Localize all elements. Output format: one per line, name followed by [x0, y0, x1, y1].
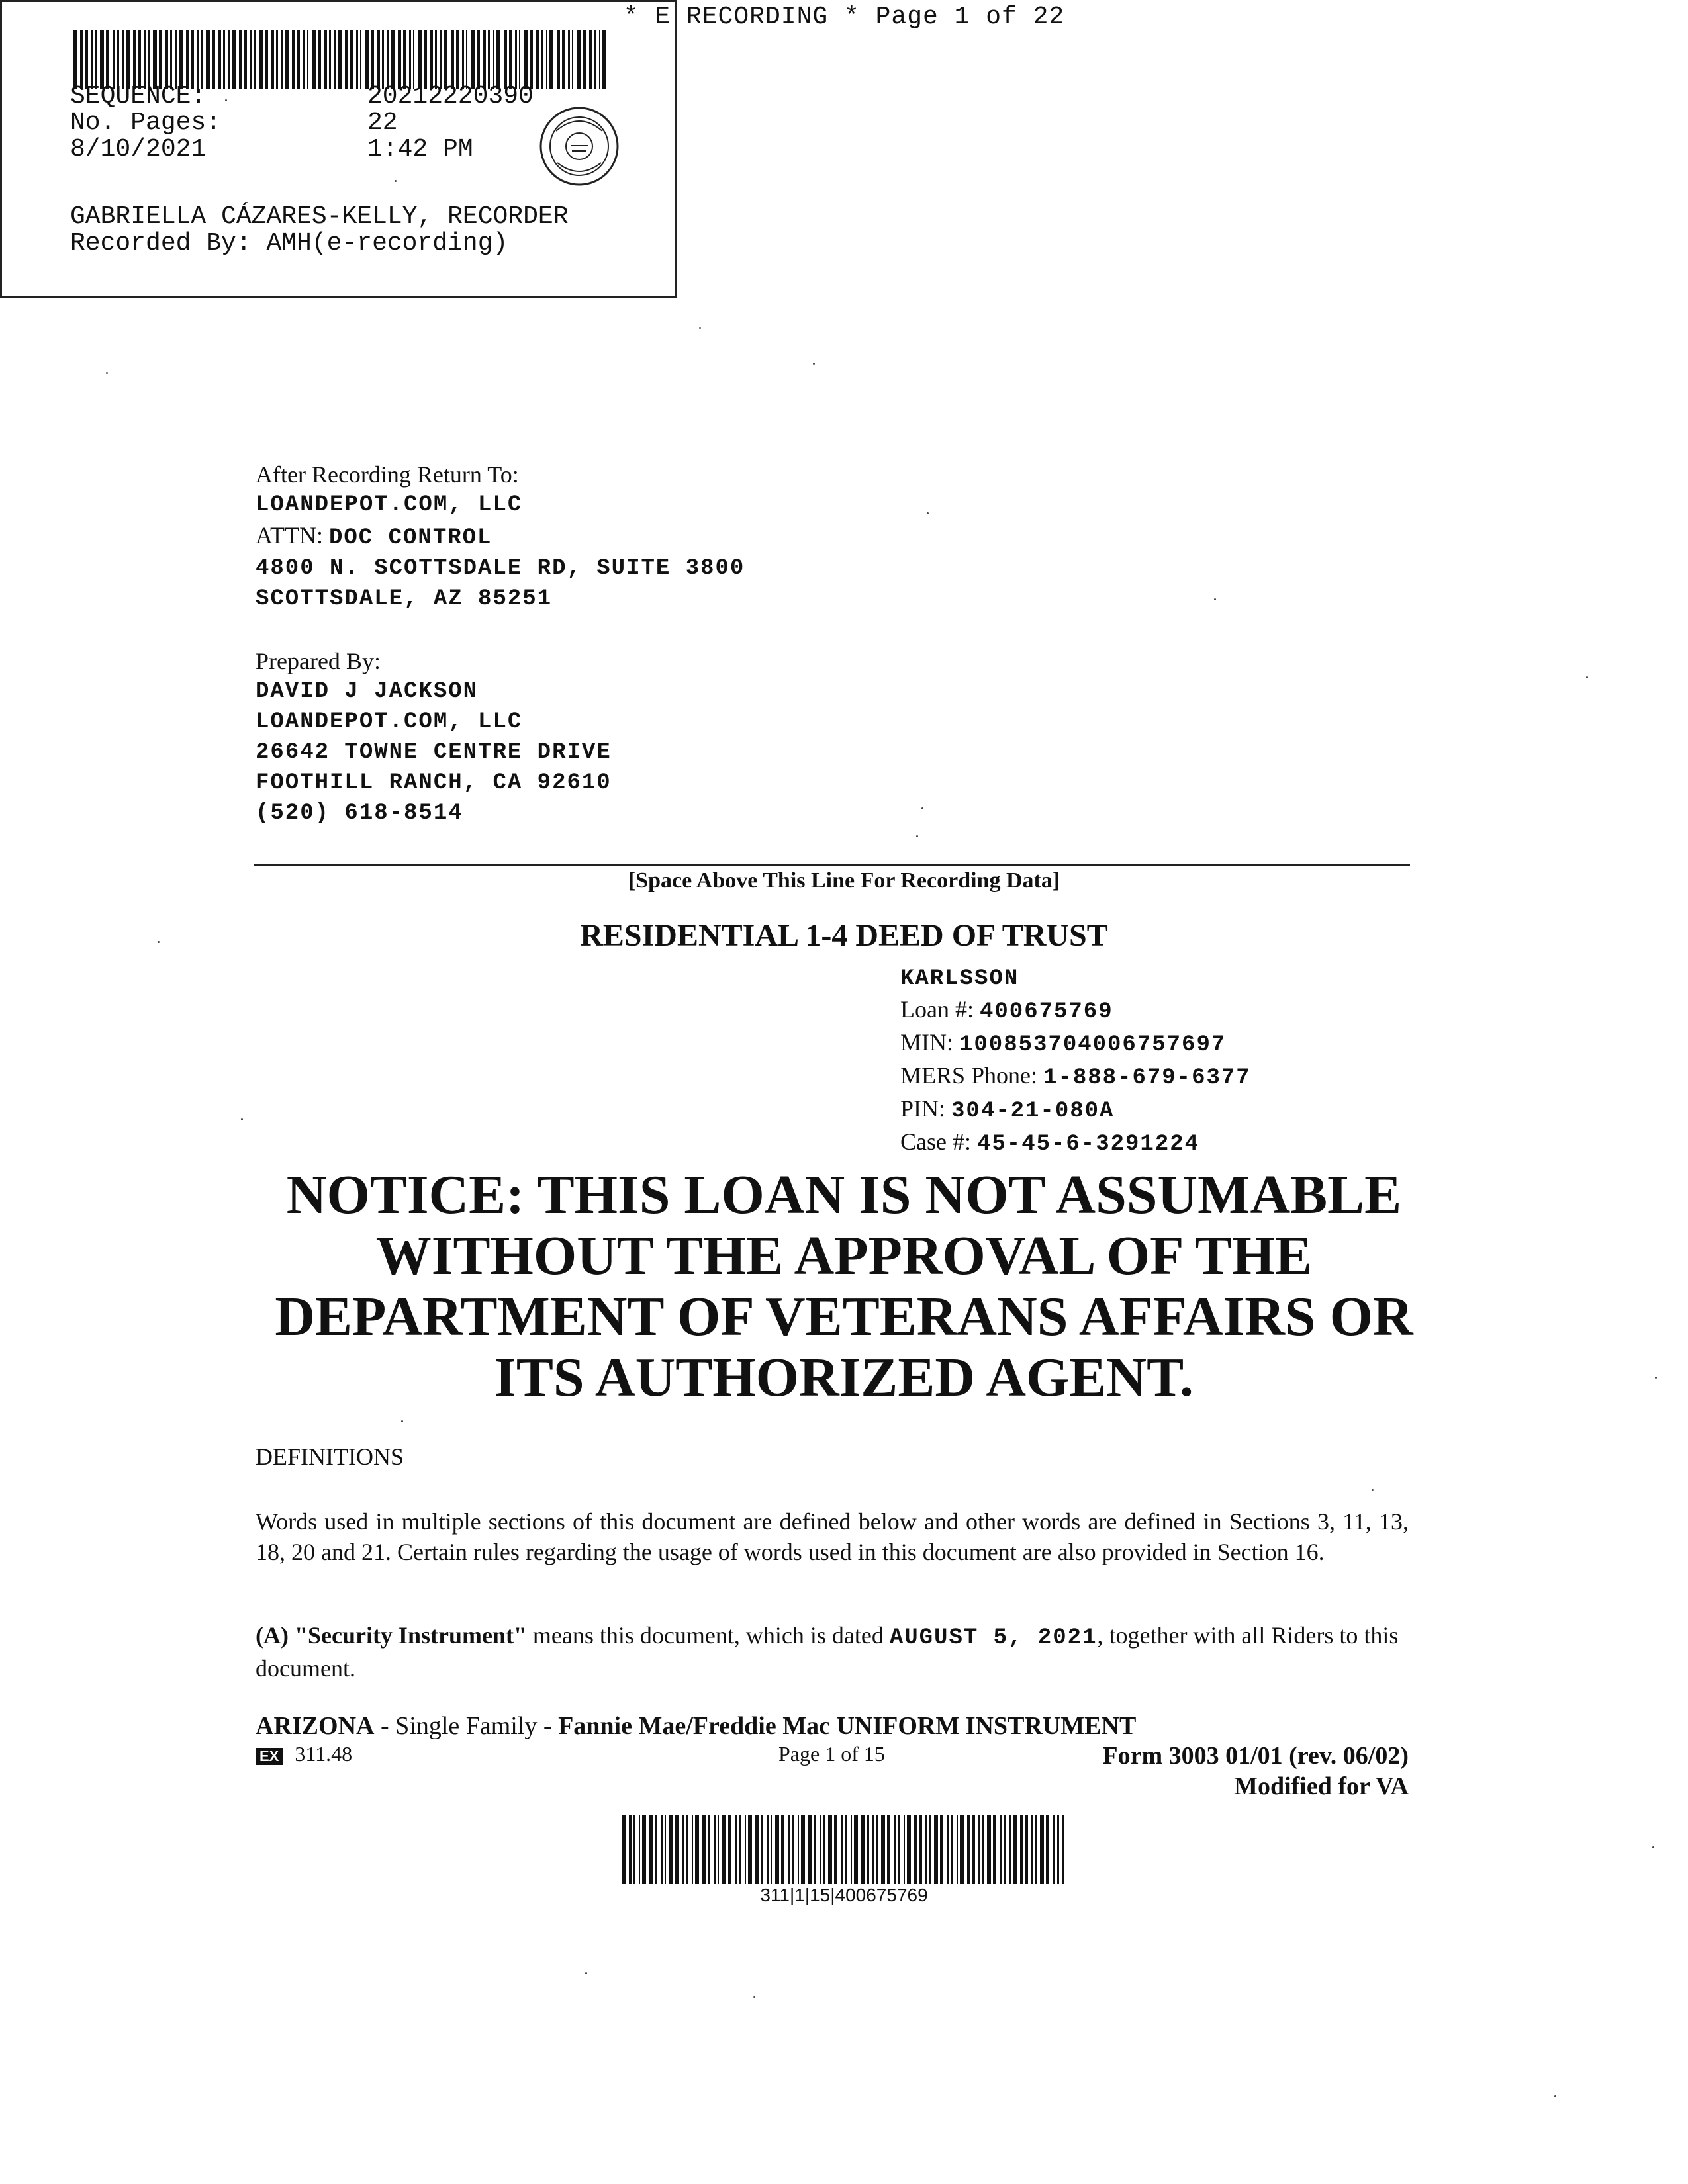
barcode-bar: [334, 30, 336, 89]
mers-phone-label: MERS Phone:: [900, 1062, 1038, 1089]
barcode-bar: [978, 1815, 980, 1884]
barcode-bar: [360, 30, 361, 89]
scan-speck: [225, 99, 227, 101]
barcode-bar: [1035, 1815, 1037, 1884]
barcode-bar: [599, 30, 600, 89]
barcode-bar: [329, 30, 331, 89]
barcode-bar: [271, 30, 274, 89]
barcode-bar: [692, 1815, 693, 1884]
barcode-bar: [493, 30, 494, 89]
barcode-bar: [792, 1815, 794, 1884]
prepared-by-line: DAVID J JACKSON: [256, 679, 479, 704]
barcode-bar: [365, 30, 369, 89]
case-number-value: 45-45-6-3291224: [976, 1132, 1200, 1157]
scan-speck: [1372, 1489, 1374, 1491]
barcode-bar: [430, 30, 433, 89]
barcode-bar: [382, 30, 384, 89]
barcode-bar: [403, 30, 406, 89]
barcode-bar: [250, 30, 252, 89]
barcode-bar: [281, 30, 283, 89]
barcode-bar: [144, 30, 146, 89]
barcode-bar: [907, 1815, 911, 1884]
barcode-bar: [914, 1815, 917, 1884]
barcode-bar: [1053, 1815, 1055, 1884]
min-value: 100853704006757697: [959, 1032, 1227, 1058]
barcode-bar: [126, 30, 130, 89]
borrower-name: KARLSSON: [900, 966, 1019, 991]
barcode-bar: [292, 30, 295, 89]
barcode-bar: [761, 1815, 763, 1884]
recorded-by: Recorded By: AMH(e-recording): [70, 229, 508, 257]
scan-speck: [1655, 1377, 1657, 1379]
barcode-bar: [297, 30, 300, 89]
barcode-bar: [318, 30, 321, 89]
barcode-bar: [456, 30, 459, 89]
barcode-bar: [887, 1815, 890, 1884]
return-to-line: [256, 520, 745, 553]
barcode-bar: [312, 30, 316, 89]
barcode-bar: [265, 30, 268, 89]
barcode-bar: [894, 1815, 896, 1884]
scan-speck: [158, 941, 160, 943]
barcode-bar: [398, 30, 401, 89]
pages-value: 22: [367, 109, 398, 137]
mers-phone-row: [900, 1060, 1251, 1093]
space-above-note: [Space Above This Line For Recording Data]: [628, 868, 1060, 893]
loan-number-row: [900, 994, 1251, 1027]
barcode-bar: [80, 30, 83, 89]
barcode-bar: [148, 30, 150, 89]
barcode-bar: [987, 1815, 991, 1884]
barcode-bar: [814, 1815, 816, 1884]
barcode-bar: [633, 1815, 635, 1884]
barcode-bar: [515, 30, 517, 89]
notice-line: ITS AUTHORIZED AGENT.: [494, 1347, 1194, 1408]
form-modified-line: Modified for VA: [1234, 1772, 1409, 1800]
barcode-bar: [303, 30, 305, 89]
barcode-bar: [307, 30, 308, 89]
case-number-row: [900, 1126, 1251, 1160]
barcode-bar: [191, 30, 194, 89]
barcode-bar: [519, 30, 520, 89]
return-to-line: LOANDEPOT.COM, LLC: [256, 492, 523, 518]
barcode-bar: [828, 1815, 832, 1884]
barcode-bar: [418, 30, 422, 89]
barcode-bar: [391, 30, 395, 89]
barcode-bar: [851, 1815, 852, 1884]
barcode-bar: [285, 30, 289, 89]
footer-form-type: - Single Family -: [374, 1712, 559, 1740]
barcode-bar: [801, 1815, 805, 1884]
barcode-bar: [259, 30, 263, 89]
barcode-bar: [175, 30, 177, 89]
ex-logo-icon: EX: [256, 1748, 283, 1765]
barcode-bar: [562, 30, 565, 89]
barcode-bar: [957, 1815, 958, 1884]
barcode-bar: [496, 30, 500, 89]
barcode-bar: [745, 1815, 746, 1884]
recording-stamp: [0, 0, 1065, 298]
barcode-bar: [424, 30, 427, 89]
pin-value: 304-21-080A: [951, 1099, 1115, 1124]
barcode-bar: [1009, 1815, 1011, 1884]
barcode-bar: [549, 30, 553, 89]
min-label: MIN:: [900, 1029, 953, 1056]
barcode-bar: [509, 30, 512, 89]
barcode-bar: [854, 1815, 858, 1884]
barcode-bar: [536, 30, 539, 89]
barcode-bar: [904, 1815, 905, 1884]
barcode-bar: [669, 1815, 673, 1884]
barcode-bar: [106, 30, 109, 89]
county-recorder-seal-icon: [538, 105, 621, 188]
scan-speck: [699, 327, 701, 329]
barcode-bar: [444, 30, 447, 89]
form-code-value: 311.48: [295, 1742, 353, 1766]
barcode-bar: [594, 30, 596, 89]
barcode-bar: [153, 30, 157, 89]
barcode-bar: [972, 1815, 975, 1884]
barcode-bar: [788, 1815, 790, 1884]
barcode-bar: [85, 30, 88, 89]
barcode-bar: [546, 30, 547, 89]
notice-line: NOTICE: THIS LOAN IS NOT ASSUMABLE: [286, 1164, 1402, 1226]
pin-label: PIN:: [900, 1095, 946, 1122]
recording-header: * E RECORDING * Page 1 of 22: [623, 3, 1065, 31]
barcode-bar: [113, 30, 115, 89]
barcode-bar: [377, 30, 380, 89]
barcode-bar: [929, 1815, 931, 1884]
barcode-bar: [718, 1815, 719, 1884]
barcode-bar: [993, 1815, 996, 1884]
barcode-bar: [1057, 1815, 1059, 1884]
barcode-bar: [435, 30, 437, 89]
recording-data-divider: [254, 864, 1410, 866]
barcode-bar: [524, 30, 528, 89]
prepared-by-line: 26642 TOWNE CENTRE DRIVE: [256, 740, 612, 765]
return-to-line: 4800 N. SCOTTSDALE RD, SUITE 3800: [256, 556, 745, 581]
barcode-bar: [808, 1815, 812, 1884]
definition-a-text-end: , together with all Riders to this document.: [256, 1622, 1399, 1682]
scan-speck: [1652, 1846, 1654, 1848]
barcode-bar: [686, 1815, 688, 1884]
notice-line: WITHOUT THE APPROVAL OF THE: [375, 1225, 1313, 1287]
attn-value: DOC CONTROL: [329, 525, 492, 551]
document-title: RESIDENTIAL 1-4 DEED OF TRUST: [580, 918, 1108, 953]
recorder-name: GABRIELLA CÁZARES-KELLY, RECORDER: [70, 203, 569, 231]
recording-time: 1:42 PM: [367, 135, 473, 163]
case-number-label: Case #:: [900, 1128, 971, 1155]
barcode-bar: [206, 30, 210, 89]
prepared-by-line: FOOTHILL RANCH, CA 92610: [256, 770, 612, 796]
scan-speck: [813, 363, 815, 365]
barcode-bar: [170, 30, 172, 89]
scan-speck: [753, 1996, 755, 1998]
barcode-bar: [1040, 1815, 1044, 1884]
document-barcode: [622, 1815, 1066, 1884]
barcode-bar: [73, 30, 77, 89]
pages-label: No. Pages:: [70, 109, 222, 137]
barcode-bar: [413, 30, 414, 89]
loan-number-value: 400675769: [979, 999, 1113, 1024]
barcode-bar: [755, 1815, 759, 1884]
sequence-value: 20212220390: [367, 82, 534, 111]
scan-speck: [401, 1420, 403, 1422]
barcode-bar: [867, 1815, 869, 1884]
barcode-bar: [861, 1815, 865, 1884]
barcode-bar: [1025, 1815, 1028, 1884]
barcode-bar: [898, 1815, 900, 1884]
barcode-bar: [639, 1815, 640, 1884]
loan-number-label: Loan #:: [900, 996, 974, 1023]
barcode-bar: [967, 1815, 970, 1884]
form-number-line: Form 3003 01/01 (rev. 06/02): [1102, 1742, 1409, 1770]
barcode-bar: [530, 30, 533, 89]
notice-line: DEPARTMENT OF VETERANS AFFAIRS OR: [275, 1286, 1413, 1347]
barcode-bar: [179, 30, 183, 89]
barcode-bar: [1031, 1815, 1033, 1884]
scan-speck: [916, 835, 918, 837]
footer-state: ARIZONA: [256, 1712, 375, 1740]
footer-uniform-instrument: Fannie Mae/Freddie Mac UNIFORM INSTRUMENT: [558, 1712, 1137, 1740]
barcode-bar: [212, 30, 215, 89]
min-row: [900, 1027, 1251, 1060]
barcode-bar: [834, 1815, 837, 1884]
barcode-bar: [239, 30, 242, 89]
barcode-bar: [223, 30, 225, 89]
barcode-bar: [589, 30, 592, 89]
barcode-bar: [197, 30, 199, 89]
barcode-bar: [876, 1815, 878, 1884]
barcode-bar: [338, 30, 342, 89]
barcode-bar: [748, 1815, 752, 1884]
barcode-bar: [872, 1815, 874, 1884]
return-to-line: SCOTTSDALE, AZ 85251: [256, 586, 553, 612]
barcode-bar: [960, 1815, 964, 1884]
prepared-by-line: (520) 618-8514: [256, 801, 463, 826]
barcode-bar: [708, 1815, 710, 1884]
barcode-bar: [739, 1815, 741, 1884]
barcode-bar: [483, 30, 486, 89]
mers-phone-value: 1-888-679-6377: [1043, 1066, 1251, 1091]
scan-speck: [1554, 2095, 1556, 2097]
scan-speck: [585, 1972, 587, 1974]
form-number: [1059, 1741, 1409, 1801]
barcode-bar: [602, 30, 606, 89]
prepared-by-line: LOANDEPOT.COM, LLC: [256, 709, 523, 735]
barcode-bar: [462, 30, 464, 89]
barcode-bar: [218, 30, 221, 89]
scan-speck: [1586, 676, 1588, 678]
prepared-by-label: Prepared By:: [256, 648, 381, 674]
barcode-bar: [919, 1815, 922, 1884]
barcode-bar: [695, 1815, 699, 1884]
barcode-bar: [841, 1815, 843, 1884]
barcode-bar: [682, 1815, 684, 1884]
barcode-bar: [201, 30, 203, 89]
scan-speck: [921, 807, 923, 809]
barcode-bar: [324, 30, 327, 89]
page-number: Page 1 of 15: [778, 1742, 885, 1766]
barcode-bar: [767, 1815, 769, 1884]
barcode-bar: [1020, 1815, 1023, 1884]
barcode-bar: [629, 1815, 632, 1884]
barcode-bar: [675, 1815, 679, 1884]
barcode-bar: [577, 30, 581, 89]
barcode-bar: [477, 30, 480, 89]
barcode-bar: [409, 30, 411, 89]
assumability-notice: [199, 1165, 1489, 1408]
barcode-bar: [254, 30, 256, 89]
barcode-bar: [350, 30, 353, 89]
form-footer-title: [256, 1711, 1136, 1741]
scan-speck: [106, 372, 108, 374]
barcode-bar: [488, 30, 490, 89]
scan-speck: [395, 180, 397, 182]
barcode-bar: [541, 30, 543, 89]
barcode-bar: [95, 30, 97, 89]
definition-a-text: means this document, which is dated: [526, 1622, 890, 1649]
barcode-bar: [186, 30, 189, 89]
barcode-bar: [117, 30, 119, 89]
definitions-paragraph: Words used in multiple sections of this document are defined below and other words are defined in Sections 3, 11, 13, 18, 20 and 21. Certain rules regarding the usage of words used in this document are also provided in Section 16.: [256, 1508, 1409, 1565]
barcode-bar: [1013, 1815, 1017, 1884]
barcode-bar: [649, 1815, 653, 1884]
scan-speck: [1214, 598, 1216, 600]
barcode-bar: [702, 1815, 706, 1884]
definition-a-term: (A) "Security Instrument": [256, 1622, 527, 1649]
barcode-bar: [138, 30, 141, 89]
prepared-by-block: [256, 646, 612, 829]
barcode-bar: [881, 1815, 885, 1884]
barcode-bar: [100, 30, 104, 89]
loan-info-block: [900, 964, 1251, 1160]
definitions-heading: DEFINITIONS: [256, 1443, 404, 1470]
barcode-bar: [1000, 1815, 1002, 1884]
barcode-bar: [1046, 1815, 1049, 1884]
recording-barcode: [73, 30, 609, 89]
barcode-bar: [387, 30, 389, 89]
barcode-bar: [925, 1815, 927, 1884]
barcode-bar: [655, 1815, 657, 1884]
barcode-bar: [122, 30, 124, 89]
barcode-bar: [572, 30, 573, 89]
pin-row: [900, 1093, 1251, 1126]
barcode-bar: [722, 1815, 726, 1884]
barcode-bar: [471, 30, 475, 89]
barcode-bar: [771, 1815, 772, 1884]
barcode-bar: [947, 1815, 949, 1884]
barcode-bar: [133, 30, 136, 89]
barcode-bar: [714, 1815, 716, 1884]
barcode-bar: [159, 30, 162, 89]
barcode-bar: [371, 30, 374, 89]
return-to-label: After Recording Return To:: [256, 461, 519, 488]
barcode-bar: [504, 30, 507, 89]
barcode-bar: [232, 30, 236, 89]
definition-a: [256, 1620, 1409, 1684]
barcode-bar: [775, 1815, 779, 1884]
barcode-bar: [451, 30, 454, 89]
barcode-bar: [820, 1815, 821, 1884]
scan-speck: [927, 512, 929, 514]
barcode-caption: 311|1|15|400675769: [760, 1885, 928, 1905]
barcode-bar: [557, 30, 560, 89]
recording-date: 8/10/2021: [70, 135, 207, 163]
barcode-bar: [845, 1815, 847, 1884]
barcode-bar: [568, 30, 570, 89]
barcode-bar: [798, 1815, 799, 1884]
barcode-bar: [1062, 1815, 1064, 1884]
barcode-bar: [665, 1815, 666, 1884]
sequence-label: SEQUENCE:: [70, 82, 207, 111]
attn-prefix: ATTN:: [256, 522, 329, 549]
barcode-bar: [982, 1815, 984, 1884]
barcode-bar: [356, 30, 358, 89]
form-code: [256, 1742, 352, 1766]
barcode-bar: [1004, 1815, 1006, 1884]
barcode-bar: [622, 1815, 626, 1884]
barcode-bar: [823, 1815, 825, 1884]
barcode-bar: [91, 30, 93, 89]
barcode-bar: [244, 30, 247, 89]
barcode-bar: [345, 30, 348, 89]
barcode-bar: [440, 30, 442, 89]
security-instrument-date: AUGUST 5, 2021: [889, 1625, 1098, 1651]
barcode-bar: [661, 1815, 663, 1884]
return-to-block: [256, 459, 745, 614]
barcode-bar: [466, 30, 467, 89]
barcode-bar: [728, 1815, 731, 1884]
barcode-bar: [940, 1815, 943, 1884]
barcode-bar: [228, 30, 230, 89]
barcode-bar: [165, 30, 168, 89]
barcode-bar: [951, 1815, 953, 1884]
scan-speck: [241, 1118, 243, 1120]
barcode-bar: [583, 30, 586, 89]
barcode-bar: [276, 30, 278, 89]
barcode-bar: [781, 1815, 784, 1884]
barcode-bar: [934, 1815, 938, 1884]
barcode-bar: [642, 1815, 646, 1884]
barcode-bar: [735, 1815, 737, 1884]
